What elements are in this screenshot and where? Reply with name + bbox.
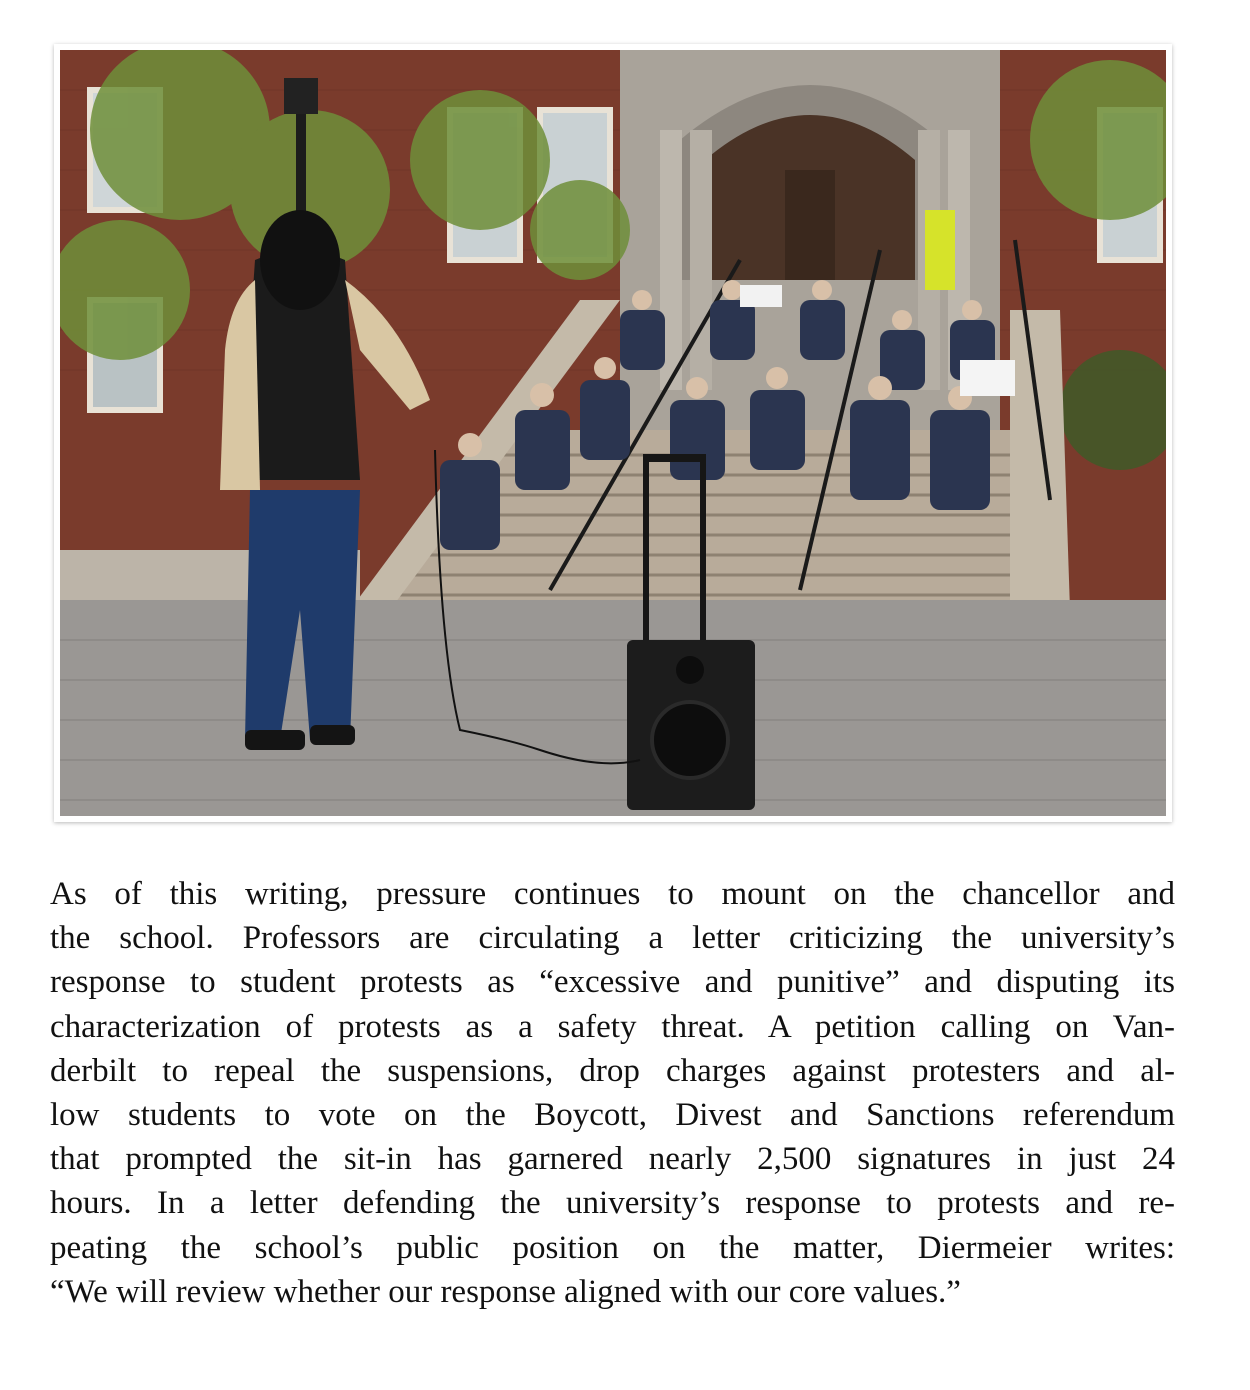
article-line: hours. In a letter defending the university’s response to protests and re- xyxy=(50,1185,1175,1222)
protest-sign xyxy=(740,285,782,307)
article-line: response to student protests as “excessive and punitive” and disputing its xyxy=(50,964,1175,1001)
article-line: characterization of protests as a safety threat. A petition calling on Van- xyxy=(50,1008,1175,1045)
photo-frame xyxy=(54,44,1172,822)
safety-vest-worker xyxy=(925,210,955,290)
article-line: “We will review whether our response aligned with our core values.” xyxy=(50,1273,961,1310)
article-line: the school. Professors are circulating a letter criticizing the university’s xyxy=(50,920,1175,957)
protest-sign xyxy=(960,360,1015,396)
article-line: peating the school’s public position on the matter, Diermeier writes: xyxy=(50,1229,1175,1266)
article-paragraph xyxy=(50,872,1175,1314)
article-line: that prompted the sit-in has garnered nearly 2,500 signatures in just 24 xyxy=(50,1141,1175,1178)
protest-photo xyxy=(60,50,1166,816)
protest-photo-illustration xyxy=(60,50,1166,816)
article-line: As of this writing, pressure continues to mount on the chancellor and xyxy=(50,876,1175,912)
article-line: low students to vote on the Boycott, Divest and Sanctions referendum xyxy=(50,1097,1175,1134)
article-line: derbilt to repeal the suspensions, drop charges against protesters and al- xyxy=(50,1052,1175,1089)
brick-pavement xyxy=(60,600,1166,816)
